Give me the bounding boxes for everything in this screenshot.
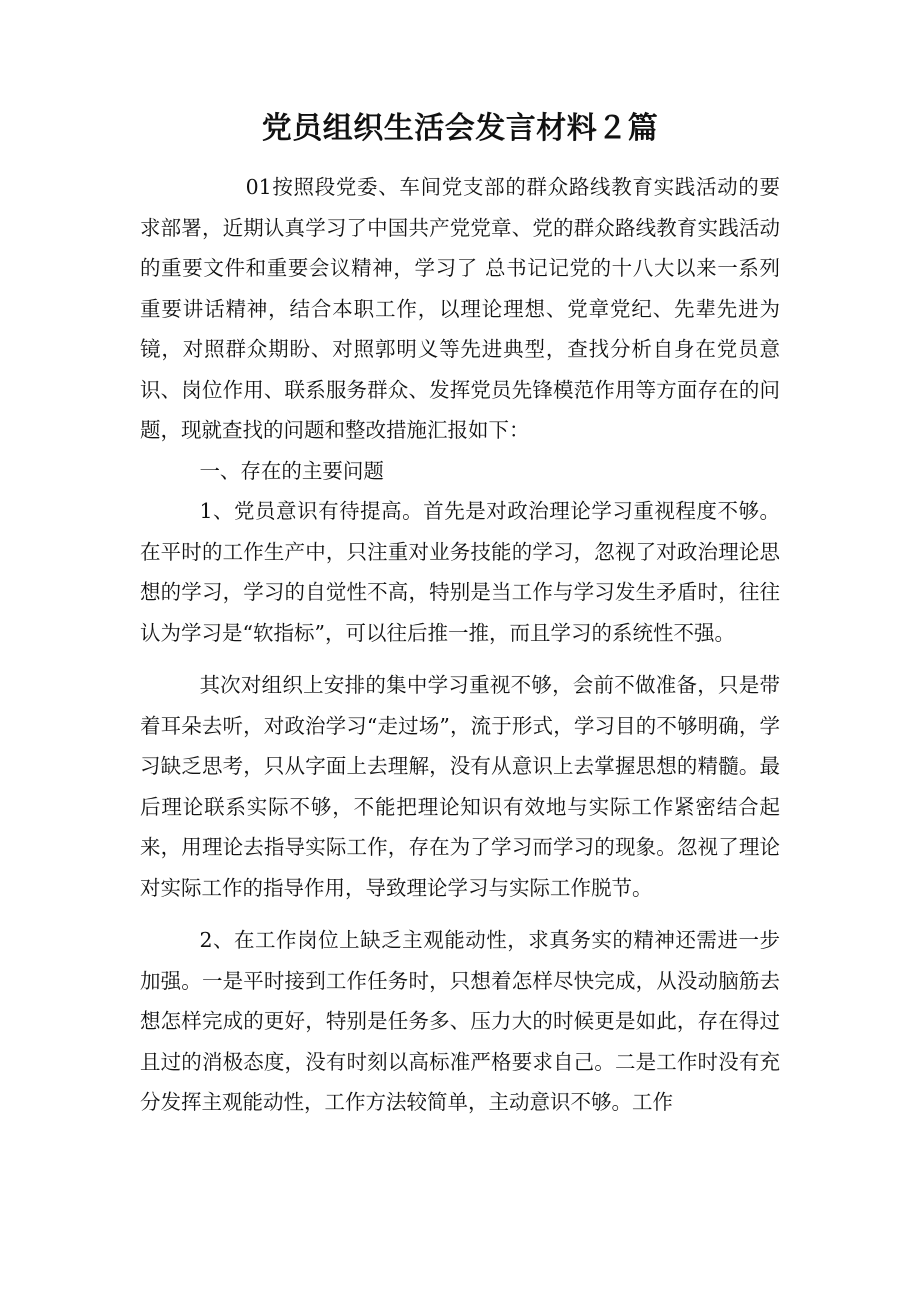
document-body xyxy=(140,167,780,1123)
paragraph-problem-1-continued: 其次对组织上安排的集中学习重视不够，会前不做准备，只是带着耳朵去听，对政治学习“走过场”，流于形式，学习目的不够明确，学习缺乏思考，只从字面上去理解，没有从意识上去掌握思想的精髓。最后理论联系实际不够，不能把理论知识有效地与实际工作紧密结合起来，用理论去指导实际工作，存在为了学习而学习的现象。忽视了理论对实际工作的指导作用，导致理论学习与实际工作脱节。 xyxy=(140,673,780,900)
paragraph-intro: 01按照段党委、车间党支部的群众路线教育实践活动的要求部署，近期认真学习了中国共产党党章、党的群众路线教育实践活动的重要文件和重要会议精神，学习了 总书记记党的十八大以来一系列重要讲话精神，结合本职工作，以理论理想、党章党纪、先辈先进为镜，对照群众期盼、对照郭明义等先进典型，查找分析自身在党员意识、岗位作用、联系服务群众、发挥党员先锋模范作用等方面存在的问题，现就查找的问题和整改措施汇报如下： xyxy=(140,175,780,442)
document-title: 党员组织生活会发言材料２篇 xyxy=(261,111,659,146)
section-heading-problems: 一、存在的主要问题 xyxy=(199,458,384,483)
paragraph-problem-2: 2、在工作岗位上缺乏主观能动性，求真务实的精神还需进一步加强。一是平时接到工作任务时，只想着怎样尽快完成，从没动脑筋去想怎样完成的更好，特别是任务多、压力大的时候更是如此，存在得过且过的消极态度，没有时刻以高标准严格要求自己。二是工作时没有充分发挥主观能动性，工作方法较简单，主动意识不够。工作 xyxy=(140,928,780,1114)
paragraph-problem-1: 1、党员意识有待提高。首先是对政治理论学习重视程度不够。在平时的工作生产中，只注重对业务技能的学习，忽视了对政治理论思想的学习，学习的自觉性不高，特别是当工作与学习发生矛盾时，往往认为学习是“软指标”，可以往后推一推，而且学习的系统性不强。 xyxy=(140,499,780,645)
